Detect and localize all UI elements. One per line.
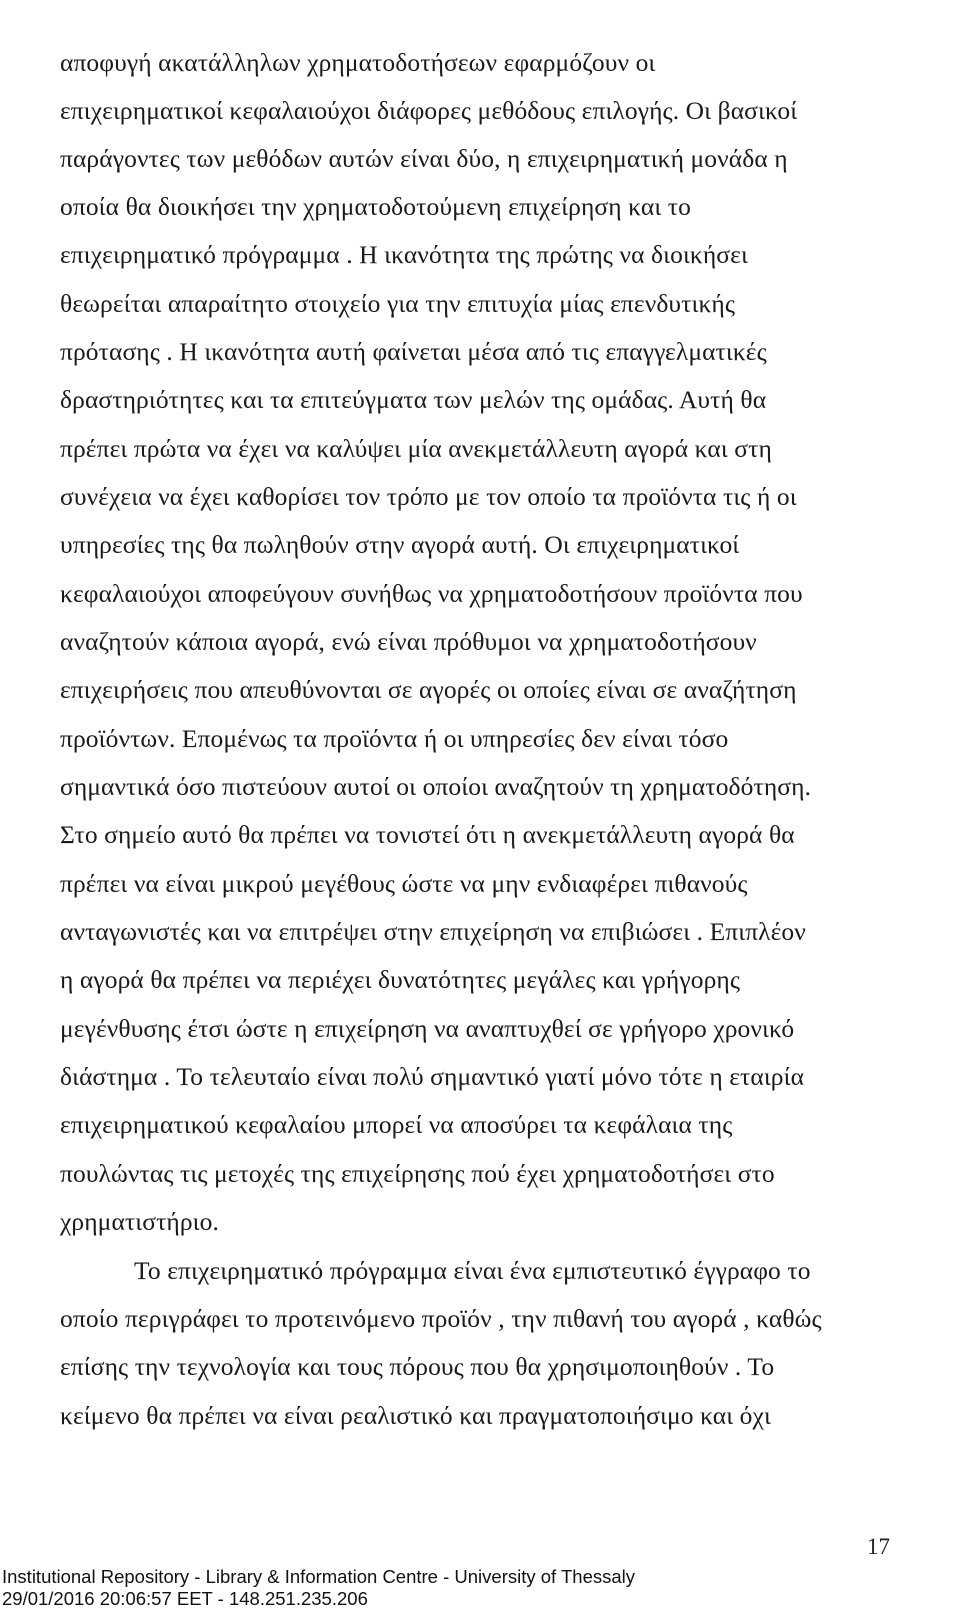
text-line: συνέχεια να έχει καθορίσει τον τρόπο με τον οποίο τα προϊόντα τις ή οι	[60, 482, 797, 511]
text-line: αναζητούν κάποια αγορά, ενώ είναι πρόθυμοι να χρηματοδοτήσουν	[60, 627, 757, 656]
text-line: επιχειρηματικού κεφαλαίου μπορεί να αποσύρει τα κεφάλαια της	[60, 1110, 733, 1139]
text-line: πουλώντας τις μετοχές της επιχείρησης πού έχει χρηματοδοτήσει στο	[60, 1159, 775, 1188]
text-line: δραστηριότητες και τα επιτεύγματα των μελών της ομάδας. Αυτή θα	[60, 385, 767, 414]
text-line: παράγοντες των μεθόδων αυτών είναι δύο, η επιχειρηματική μονάδα η	[60, 144, 788, 173]
text-line: επιχειρηματικοί κεφαλαιούχοι διάφορες μεθόδους επιλογής. Οι βασικοί	[60, 96, 798, 125]
text-line: θεωρείται απαραίτητο στοιχείο για την επιτυχία μίας επενδυτικής	[60, 289, 736, 318]
text-line: Στο σημείο αυτό θα πρέπει να τονιστεί ότι η ανεκμετάλλευτη αγορά θα	[60, 820, 795, 849]
text-line: προϊόντων. Επομένως τα προϊόντα ή οι υπηρεσίες δεν είναι τόσο	[60, 724, 729, 753]
text-line: επιχειρήσεις που απευθύνονται σε αγορές οι οποίες είναι σε αναζήτηση	[60, 675, 797, 704]
text-line: κεφαλαιούχοι αποφεύγουν συνήθως να χρηματοδοτήσουν προϊόντα που	[60, 579, 803, 608]
text-line: υπηρεσίες της θα πωληθούν στην αγορά αυτή. Οι επιχειρηματικοί	[60, 530, 740, 559]
page-number: 17	[867, 1534, 890, 1559]
text-line: επιχειρηματικό πρόγραμμα . Η ικανότητα της πρώτης να διοικήσει	[60, 240, 748, 269]
text-line: αποφυγή ακατάλληλων χρηματοδοτήσεων εφαρμόζουν οι	[60, 48, 656, 77]
text-line: κείμενο θα πρέπει να είναι ρεαλιστικό και πραγματοποιήσιμο και όχι	[60, 1401, 771, 1430]
text-line: σημαντικά όσο πιστεύουν αυτοί οι οποίοι αναζητούν τη χρηματοδότηση.	[60, 772, 812, 801]
text-line: πρέπει πρώτα να έχει να καλύψει μία ανεκμετάλλευτη αγορά και στη	[60, 434, 772, 463]
footer-timestamp-line: 29/01/2016 20:06:57 EET - 148.251.235.206	[2, 1588, 368, 1609]
repository-footer	[2, 1566, 635, 1610]
text-line: χρηματιστήριο.	[60, 1207, 219, 1236]
text-line: μεγένθυσης έτσι ώστε η επιχείρηση να αναπτυχθεί σε γρήγορο χρονικό	[60, 1014, 795, 1043]
text-line: οποία θα διοικήσει την χρηματοδοτούμενη επιχείρηση και το	[60, 192, 691, 221]
text-line: η αγορά θα πρέπει να περιέχει δυνατότητες μεγάλες και γρήγορης	[60, 965, 741, 994]
text-line: οποίο περιγράφει το προτεινόμενο προϊόν , την πιθανή του αγορά , καθώς	[60, 1304, 822, 1333]
text-line: διάστημα . Το τελευταίο είναι πολύ σημαντικό γιατί μόνο τότε η εταιρία	[60, 1062, 805, 1091]
text-line: πρότασης . Η ικανότητα αυτή φαίνεται μέσα από τις επαγγελματικές	[60, 337, 767, 366]
text-line: πρέπει να είναι μικρού μεγέθους ώστε να μην ενδιαφέρει πιθανούς	[60, 869, 748, 898]
footer-repository-line: Institutional Repository - Library & Information Centre - University of Thessaly	[2, 1566, 636, 1587]
text-line: ανταγωνιστές και να επιτρέψει στην επιχείρηση να επιβιώσει . Επιπλέον	[60, 917, 806, 946]
text-line: επίσης την τεχνολογία και τους πόρους που θα χρησιμοποιηθούν . Το	[60, 1352, 775, 1381]
paragraph-first-line: Το επιχειρηματικό πρόγραμμα είναι ένα εμπιστευτικό έγγραφο το	[134, 1256, 811, 1285]
